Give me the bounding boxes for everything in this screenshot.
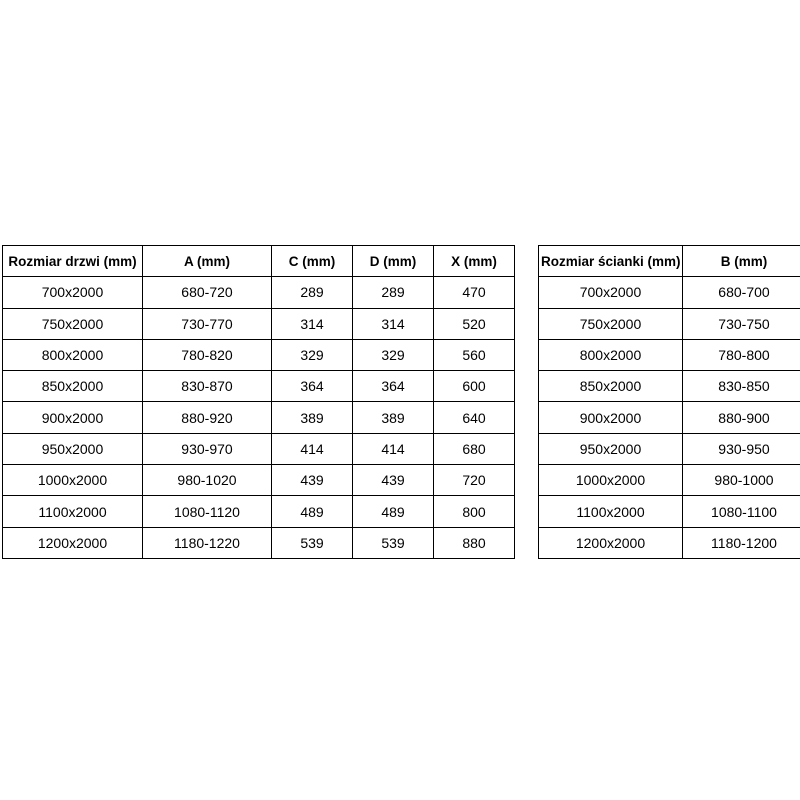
table-cell: 1080-1100 <box>683 496 800 527</box>
table-row <box>539 308 800 339</box>
table-cell: 314 <box>272 308 353 339</box>
table-cell: 289 <box>272 277 353 308</box>
table-cell: 520 <box>434 308 515 339</box>
table-cell: 414 <box>353 433 434 464</box>
table-cell: 930-950 <box>683 433 800 464</box>
table-row <box>539 433 800 464</box>
table-cell: 389 <box>272 402 353 433</box>
table-cell: 850x2000 <box>3 371 143 402</box>
table-row <box>3 371 515 402</box>
table-row <box>3 496 515 527</box>
table-cell: 680 <box>434 433 515 464</box>
table-cell: 314 <box>353 308 434 339</box>
column-header: Rozmiar ścianki (mm) <box>539 246 683 277</box>
table-cell: 830-850 <box>683 371 800 402</box>
table-row <box>539 465 800 496</box>
table-row <box>3 527 515 558</box>
table-row <box>539 527 800 558</box>
table-cell: 850x2000 <box>539 371 683 402</box>
table-cell: 900x2000 <box>3 402 143 433</box>
table-cell: 1200x2000 <box>539 527 683 558</box>
table-cell: 600 <box>434 371 515 402</box>
table-row <box>3 465 515 496</box>
table-cell: 930-970 <box>143 433 272 464</box>
table-cell: 800x2000 <box>3 339 143 370</box>
table-cell: 700x2000 <box>539 277 683 308</box>
column-header: C (mm) <box>272 246 353 277</box>
table-cell: 539 <box>353 527 434 558</box>
table-cell: 539 <box>272 527 353 558</box>
table-cell: 880-900 <box>683 402 800 433</box>
table-cell: 289 <box>353 277 434 308</box>
table-cell: 780-820 <box>143 339 272 370</box>
column-header: Rozmiar drzwi (mm) <box>3 246 143 277</box>
door-size-table <box>2 245 515 559</box>
header-row <box>3 246 515 277</box>
table-cell: 439 <box>353 465 434 496</box>
table-cell: 800 <box>434 496 515 527</box>
table-cell: 720 <box>434 465 515 496</box>
table-cell: 489 <box>272 496 353 527</box>
table-cell: 489 <box>353 496 434 527</box>
table-row <box>3 433 515 464</box>
table-cell: 470 <box>434 277 515 308</box>
column-header: X (mm) <box>434 246 515 277</box>
table-cell: 1000x2000 <box>3 465 143 496</box>
table-cell: 780-800 <box>683 339 800 370</box>
table-cell: 1100x2000 <box>539 496 683 527</box>
table-cell: 900x2000 <box>539 402 683 433</box>
table-cell: 750x2000 <box>3 308 143 339</box>
table-cell: 950x2000 <box>539 433 683 464</box>
column-header: D (mm) <box>353 246 434 277</box>
table-cell: 750x2000 <box>539 308 683 339</box>
table-cell: 560 <box>434 339 515 370</box>
table-cell: 730-770 <box>143 308 272 339</box>
table-row <box>3 339 515 370</box>
table-cell: 980-1000 <box>683 465 800 496</box>
table-row <box>539 339 800 370</box>
table-cell: 1180-1220 <box>143 527 272 558</box>
table-row <box>539 277 800 308</box>
table-cell: 329 <box>353 339 434 370</box>
table-cell: 640 <box>434 402 515 433</box>
table-cell: 730-750 <box>683 308 800 339</box>
table-cell: 680-700 <box>683 277 800 308</box>
table-cell: 830-870 <box>143 371 272 402</box>
table-cell: 880 <box>434 527 515 558</box>
table-cell: 700x2000 <box>3 277 143 308</box>
wall-size-table <box>538 245 800 559</box>
header-row <box>539 246 800 277</box>
table-row <box>539 371 800 402</box>
table-row <box>539 402 800 433</box>
table-cell: 364 <box>353 371 434 402</box>
table-cell: 880-920 <box>143 402 272 433</box>
table-cell: 1100x2000 <box>3 496 143 527</box>
table-cell: 364 <box>272 371 353 402</box>
table-cell: 389 <box>353 402 434 433</box>
table-row <box>3 402 515 433</box>
table-cell: 1000x2000 <box>539 465 683 496</box>
table-row <box>3 277 515 308</box>
table-cell: 439 <box>272 465 353 496</box>
table-cell: 1080-1120 <box>143 496 272 527</box>
table-cell: 414 <box>272 433 353 464</box>
table-cell: 980-1020 <box>143 465 272 496</box>
table-cell: 800x2000 <box>539 339 683 370</box>
table-cell: 680-720 <box>143 277 272 308</box>
table-row <box>539 496 800 527</box>
table-cell: 950x2000 <box>3 433 143 464</box>
column-header: A (mm) <box>143 246 272 277</box>
table-cell: 329 <box>272 339 353 370</box>
table-row <box>3 308 515 339</box>
table-cell: 1180-1200 <box>683 527 800 558</box>
table-cell: 1200x2000 <box>3 527 143 558</box>
column-header: B (mm) <box>683 246 800 277</box>
